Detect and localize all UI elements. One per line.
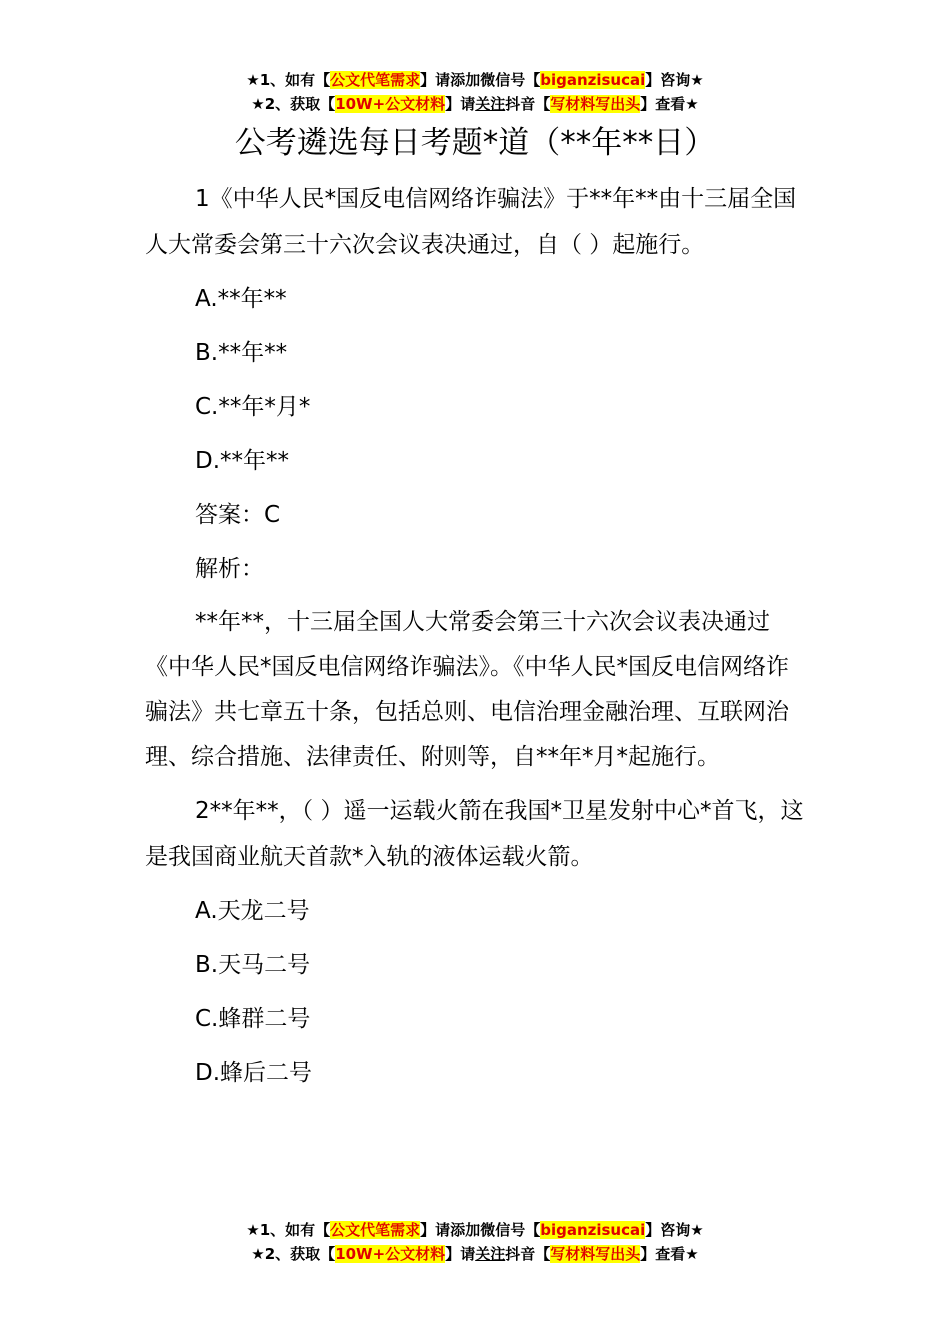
highlight-materials: 10W+公文材料: [335, 95, 446, 113]
highlight-douyin: 写材料写出头: [550, 95, 641, 113]
question-1-option-a: A.**年**: [195, 286, 287, 312]
promo-line-1-bottom: ★1、如有【公文代笔需求】请添加微信号【biganzisucai】咨询★: [246, 1221, 704, 1239]
highlight-wechat-id-bottom: biganzisucai: [540, 1221, 646, 1239]
question-2-stem: 2**年**，（ ）遥一运载火箭在我国*卫星发射中心*首飞，这是我国商业航天首款*入轨的液体运载火箭。: [145, 798, 804, 870]
question-1-option-b: B.**年**: [195, 340, 288, 366]
question-1-answer: 答案：C: [195, 502, 281, 528]
promo-line-1: ★1、如有【公文代笔需求】请添加微信号【biganzisucai】咨询★: [246, 71, 704, 89]
question-1-option-d: D.**年**: [195, 448, 290, 474]
question-1-analysis: **年**，十三届全国人大常委会第三十六次会议表决通过《中华人民*国反电信网络诈骗法》。《中华人民*国反电信网络诈骗法》共七章五十条，包括总则、电信治理金融治理、互联网治理、综合措施、法律责任、附则等，自**年*月*起施行。: [145, 609, 789, 770]
question-1-analysis-label: 解析：: [195, 556, 264, 582]
question-1-option-c: C.**年*月*: [195, 394, 311, 420]
page-title: 公考遴选每日考题*道（**年**日）: [234, 125, 716, 161]
question-2-option-a: A.天龙二号: [195, 898, 310, 924]
promo-banner-top: [0, 68, 950, 116]
highlight-wechat-id: biganzisucai: [540, 71, 646, 89]
question-2-option-b: B.天马二号: [195, 952, 311, 978]
promo-banner-bottom: [0, 1218, 950, 1266]
highlight-service: 公文代笔需求: [330, 71, 421, 89]
highlight-douyin-bottom: 写材料写出头: [550, 1245, 641, 1263]
document-body: [145, 176, 807, 1104]
highlight-materials-bottom: 10W+公文材料: [335, 1245, 446, 1263]
promo-line-2-bottom: ★2、获取【10W+公文材料】请关注抖音【写材料写出头】查看★: [251, 1245, 699, 1263]
question-2-option-d: D.蜂后二号: [195, 1060, 313, 1086]
question-2-option-c: C.蜂群二号: [195, 1006, 311, 1032]
highlight-service-bottom: 公文代笔需求: [330, 1221, 421, 1239]
question-1-stem: 1《中华人民*国反电信网络诈骗法》于**年**由十三届全国人大常委会第三十六次会议表决通过，自（ ）起施行。: [145, 186, 797, 258]
promo-line-2: ★2、获取【10W+公文材料】请关注抖音【写材料写出头】查看★: [251, 95, 699, 113]
